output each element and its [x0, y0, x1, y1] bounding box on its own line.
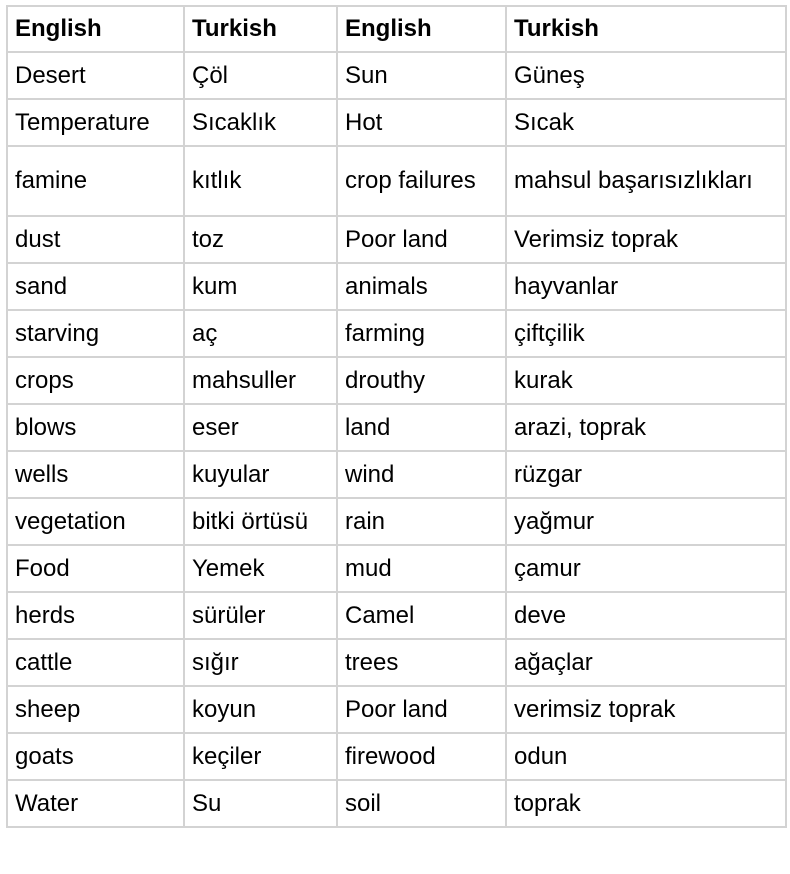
turkish-cell: toz — [184, 216, 337, 263]
turkish-cell: Sıcaklık — [184, 99, 337, 146]
table-row — [7, 216, 786, 263]
table-row — [7, 52, 786, 99]
turkish-cell: toprak — [506, 780, 786, 827]
turkish-cell: Verimsiz toprak — [506, 216, 786, 263]
english-cell: crop failures — [337, 146, 506, 216]
turkish-cell: mahsuller — [184, 357, 337, 404]
table-body — [7, 52, 786, 827]
english-cell: sand — [7, 263, 184, 310]
english-cell: Camel — [337, 592, 506, 639]
turkish-cell: mahsul başarısızlıkları — [506, 146, 786, 216]
table-row — [7, 310, 786, 357]
turkish-cell: bitki örtüsü — [184, 498, 337, 545]
english-cell: animals — [337, 263, 506, 310]
turkish-cell: kum — [184, 263, 337, 310]
turkish-cell: ağaçlar — [506, 639, 786, 686]
english-cell: drouthy — [337, 357, 506, 404]
table-row — [7, 263, 786, 310]
turkish-cell: kurak — [506, 357, 786, 404]
table-row — [7, 357, 786, 404]
english-cell: dust — [7, 216, 184, 263]
table-row — [7, 498, 786, 545]
header-row — [7, 6, 786, 52]
english-cell: trees — [337, 639, 506, 686]
english-cell: Temperature — [7, 99, 184, 146]
english-cell: famine — [7, 146, 184, 216]
turkish-cell: arazi, toprak — [506, 404, 786, 451]
turkish-cell: çiftçilik — [506, 310, 786, 357]
turkish-cell: sığır — [184, 639, 337, 686]
header-english-2: English — [337, 6, 506, 52]
table-row — [7, 404, 786, 451]
english-cell: mud — [337, 545, 506, 592]
table-row — [7, 146, 786, 216]
turkish-cell: çamur — [506, 545, 786, 592]
english-cell: herds — [7, 592, 184, 639]
turkish-cell: eser — [184, 404, 337, 451]
table-row — [7, 733, 786, 780]
english-cell: wells — [7, 451, 184, 498]
english-cell: starving — [7, 310, 184, 357]
turkish-cell: Çöl — [184, 52, 337, 99]
header-english-1: English — [7, 6, 184, 52]
english-cell: goats — [7, 733, 184, 780]
english-cell: Poor land — [337, 686, 506, 733]
turkish-cell: koyun — [184, 686, 337, 733]
table-row — [7, 639, 786, 686]
table-row — [7, 99, 786, 146]
turkish-cell: verimsiz toprak — [506, 686, 786, 733]
turkish-cell: odun — [506, 733, 786, 780]
english-cell: Water — [7, 780, 184, 827]
turkish-cell: kuyular — [184, 451, 337, 498]
english-cell: Poor land — [337, 216, 506, 263]
english-cell: cattle — [7, 639, 184, 686]
english-cell: blows — [7, 404, 184, 451]
english-cell: sheep — [7, 686, 184, 733]
english-cell: wind — [337, 451, 506, 498]
header-turkish-2: Turkish — [506, 6, 786, 52]
english-cell: crops — [7, 357, 184, 404]
header-turkish-1: Turkish — [184, 6, 337, 52]
english-cell: Desert — [7, 52, 184, 99]
turkish-cell: aç — [184, 310, 337, 357]
english-cell: Hot — [337, 99, 506, 146]
turkish-cell: Su — [184, 780, 337, 827]
table-row — [7, 592, 786, 639]
turkish-cell: Sıcak — [506, 99, 786, 146]
turkish-cell: yağmur — [506, 498, 786, 545]
table-row — [7, 545, 786, 592]
turkish-cell: kıtlık — [184, 146, 337, 216]
english-cell: Sun — [337, 52, 506, 99]
turkish-cell: Yemek — [184, 545, 337, 592]
table-header — [7, 6, 786, 52]
english-cell: firewood — [337, 733, 506, 780]
turkish-cell: Güneş — [506, 52, 786, 99]
english-cell: farming — [337, 310, 506, 357]
turkish-cell: hayvanlar — [506, 263, 786, 310]
table-row — [7, 686, 786, 733]
english-cell: land — [337, 404, 506, 451]
english-cell: rain — [337, 498, 506, 545]
turkish-cell: keçiler — [184, 733, 337, 780]
english-cell: Food — [7, 545, 184, 592]
turkish-cell: sürüler — [184, 592, 337, 639]
turkish-cell: rüzgar — [506, 451, 786, 498]
turkish-cell: deve — [506, 592, 786, 639]
table-row — [7, 780, 786, 827]
vocabulary-table — [6, 5, 787, 828]
english-cell: vegetation — [7, 498, 184, 545]
table-row — [7, 451, 786, 498]
english-cell: soil — [337, 780, 506, 827]
